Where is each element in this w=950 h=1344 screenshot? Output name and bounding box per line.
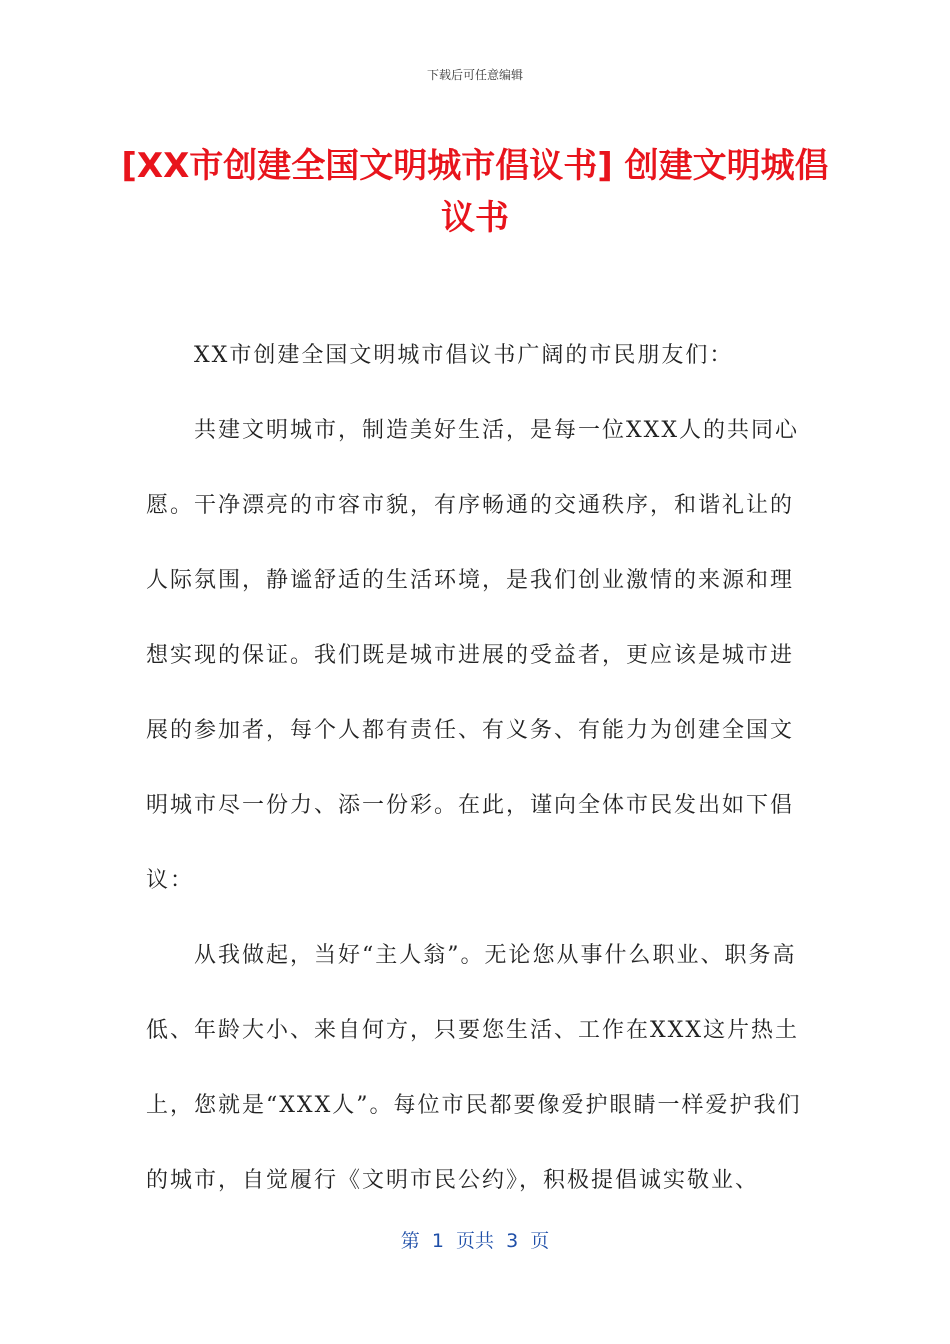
document-title: [XX市创建全国文明城市倡议书] 创建文明城倡议书 — [121, 146, 829, 238]
paragraph-start-from-me: 从我做起，当好“主人翁”。无论您从事什么职业、职务高低、年龄大小、来自何方，只要您生活、工作在XXX这片热土上，您就是“XXX人”。每位市民都要像爱护眼睛一样爱护我们的城市，自觉履行《文明市民公约》，积极提倡诚实敬业、 — [146, 943, 802, 1193]
page-number-footer: 第 1 页共 3 页 — [400, 1230, 550, 1252]
document-body — [146, 318, 802, 1218]
paragraph-intro: 共建文明城市，制造美好生活，是每一位XXX人的共同心愿。干净漂亮的市容市貌，有序畅通的交通秩序，和谐礼让的人际氛围，静谧舒适的生活环境，是我们创业激情的来源和理想实现的保证。我们既是城市进展的受益者，更应该是城市进展的参加者，每个人都有责任、有义务、有能力为创建全国文明城市尽一份力、添一份彩。在此，谨向全体市民发出如下倡议： — [146, 418, 799, 893]
header-note: 下载后可任意编辑 — [426, 68, 523, 82]
paragraph-salutation: XX市创建全国文明城市倡议书广阔的市民朋友们： — [194, 343, 734, 368]
